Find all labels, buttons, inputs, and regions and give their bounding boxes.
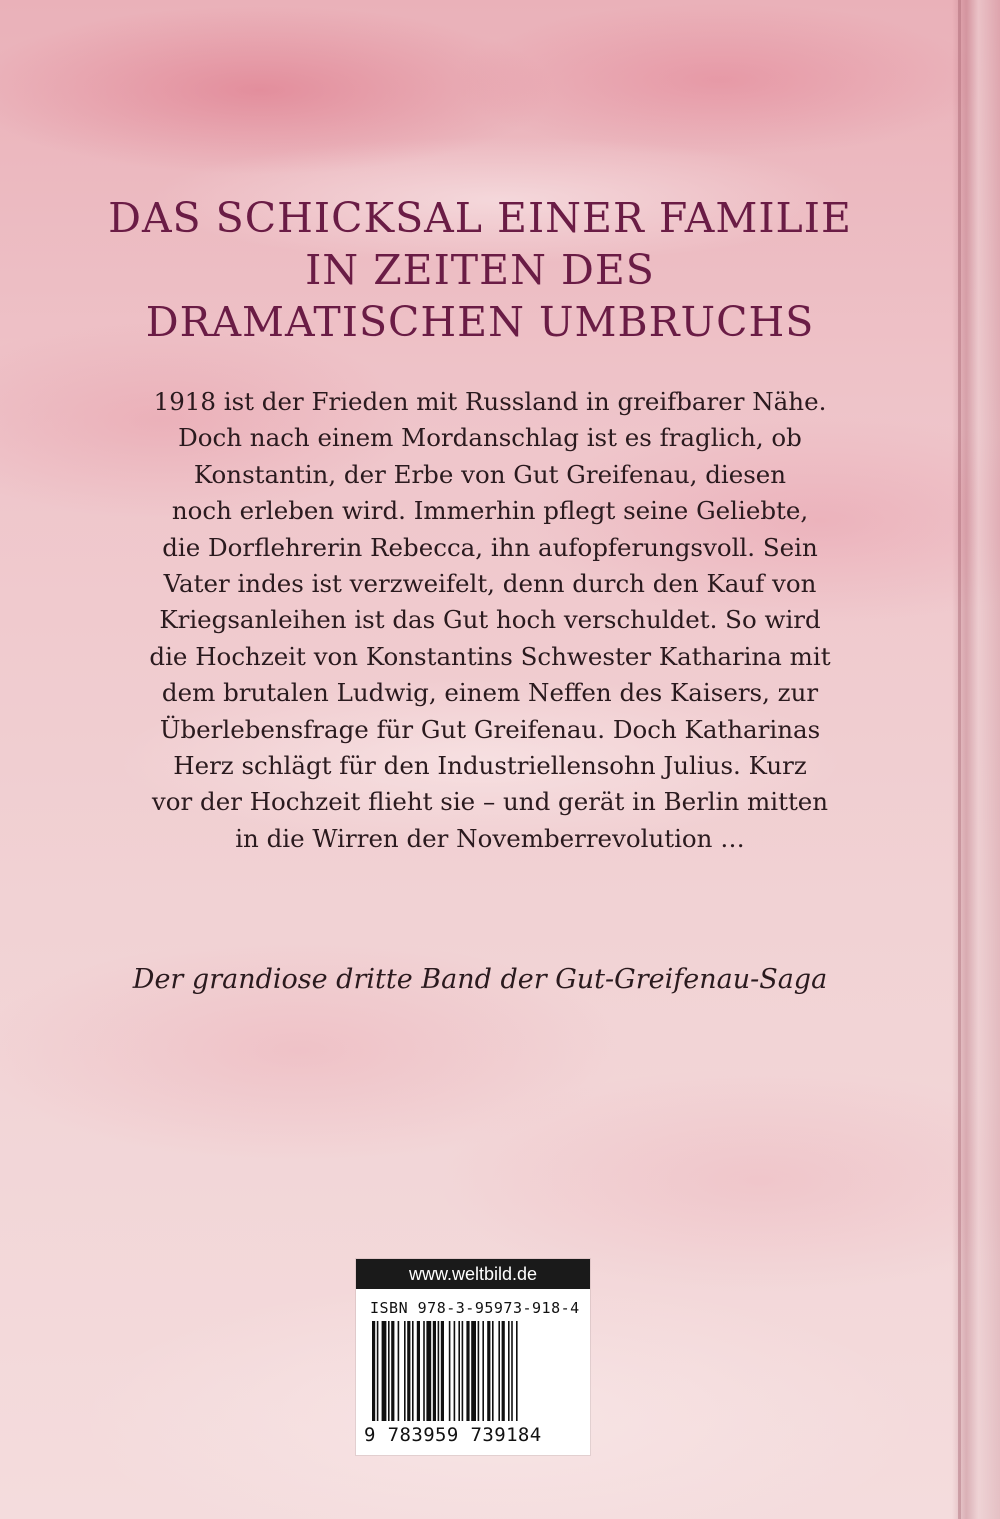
barcode-bar [407, 1321, 410, 1421]
barcode-bar [462, 1321, 464, 1421]
barcode-bar [511, 1321, 513, 1421]
barcode-bar [502, 1321, 505, 1421]
blurb-line: noch erleben wird. Immerhin pflegt seine Geliebte, [171, 496, 809, 526]
barcode-label [356, 1259, 590, 1455]
blurb-line: 1918 ist der Frieden mit Russland in greifbarer Nähe. [153, 387, 827, 416]
barcode-bar [388, 1321, 390, 1421]
barcode-graphic [366, 1321, 580, 1421]
blurb-line: Vater indes ist verzweifelt, denn durch den Kauf von [163, 569, 817, 599]
blurb-line: Konstantin, der Erbe von Gut Greifenau, diesen [193, 459, 787, 489]
blurb-line: die Hochzeit von Konstantins Schwester Katharina mit [149, 641, 831, 671]
barcode-bar [487, 1321, 490, 1421]
blurb-line: in die Wirren der Novemberrevolution … [235, 823, 745, 853]
barcode-bar [404, 1321, 406, 1421]
publisher-url: www.weltbild.de [356, 1259, 590, 1289]
barcode-bar [516, 1321, 518, 1421]
blurb-line: dem brutalen Ludwig, einem Neffen des Kaisers, zur [161, 678, 819, 708]
barcode-bar [426, 1321, 431, 1421]
barcode-bar [498, 1321, 500, 1421]
barcode-bar [454, 1321, 456, 1421]
barcode-bar [492, 1321, 494, 1421]
blurb-line: Überlebensfrage für Gut Greifenau. Doch Katharinas [159, 714, 821, 744]
blurb-line: Herz schlägt für den Industriellensohn Julius. Kurz [173, 751, 807, 781]
barcode-bar [508, 1321, 510, 1421]
barcode-bar [382, 1321, 387, 1421]
series-tagline: Der grandiose dritte Band der Gut-Greifenau-Saga [132, 964, 828, 995]
blurb-line: vor der Hochzeit flieht sie – und gerät in Berlin mitten [151, 787, 829, 817]
barcode-bar [423, 1321, 425, 1421]
barcode-bar [398, 1321, 400, 1421]
blurb-line: die Dorflehrerin Rebecca, ihn aufopferungsvoll. Sein [162, 532, 818, 562]
headline-line: DAS SCHICKSAL EINER FAMILIE [108, 194, 852, 242]
blurb-line: Doch nach einem Mordanschlag ist es fraglich, ob [178, 423, 802, 453]
barcode-digits: 9 783959 739184 [364, 1424, 542, 1446]
barcode-bar [391, 1321, 394, 1421]
headline [0, 192, 960, 348]
barcode-bar [433, 1321, 436, 1421]
isbn-text: ISBN 978-3-95973-918-4 [370, 1299, 580, 1317]
barcode-bar [466, 1321, 469, 1421]
barcode-bar [417, 1321, 420, 1421]
headline-line: IN ZEITEN DES [305, 246, 655, 294]
barcode-bar [471, 1321, 476, 1421]
barcode-bar [412, 1321, 414, 1421]
blurb-line: Kriegsanleihen ist das Gut hoch verschuldet. So wird [159, 605, 821, 635]
barcode-bar [441, 1321, 444, 1421]
barcode-bar [377, 1321, 379, 1421]
barcode-bar [438, 1321, 440, 1421]
barcode-bar [478, 1321, 480, 1421]
barcode-bar [482, 1321, 484, 1421]
headline-line: DRAMATISCHEN UMBRUCHS [145, 298, 815, 346]
barcode-bar [449, 1321, 451, 1421]
barcode-bar [458, 1321, 460, 1421]
blurb-text [110, 384, 870, 857]
barcode-bar [372, 1321, 375, 1421]
